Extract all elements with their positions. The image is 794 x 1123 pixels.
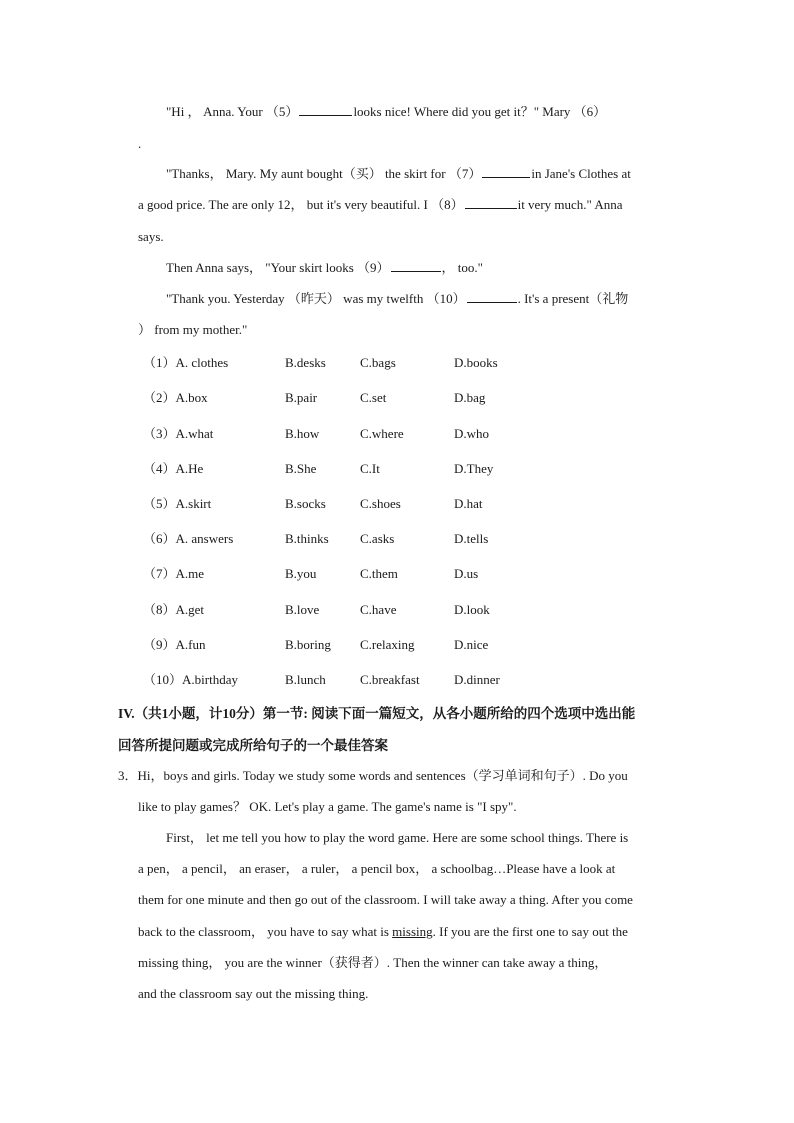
option-c: C.It (360, 461, 380, 476)
passage2-line-4: a pen， a pencil， an eraser， a ruler， a pencil box， a schoolbag…Please have a look at (138, 861, 616, 876)
option-c: C.asks (360, 531, 395, 546)
option-d: D.nice (454, 637, 489, 652)
option-b: B.thinks (285, 531, 329, 546)
option-b: B.how (285, 426, 320, 441)
passage-text: ， too." (441, 260, 483, 275)
option-a: （3）A.what (143, 426, 214, 441)
passage-line-1 (166, 104, 606, 120)
option-c: C.where (360, 426, 404, 441)
passage-text: "Hi ， Anna. Your （5） (166, 104, 299, 119)
option-d: D.hat (454, 496, 483, 511)
passage-text: says. (138, 229, 164, 244)
option-c: C.shoes (360, 496, 401, 511)
answer-blank-10 (467, 291, 517, 303)
option-a: （5）A.skirt (143, 496, 212, 511)
option-b: B.desks (285, 355, 326, 370)
option-a: （2）A.box (143, 390, 208, 405)
option-c: C.relaxing (360, 637, 415, 652)
passage-text: Then Anna says， "Your skirt looks （9） (166, 260, 390, 275)
option-b: B.lunch (285, 672, 326, 687)
option-a: （6）A. answers (143, 531, 234, 546)
passage2-line-6: back to the classroom， you have to say what is missing. If you are the first one to say out the (138, 924, 628, 939)
section-heading: IV.（共1小题，计10分）第一节: 阅读下面一篇短文，从各小题所给的四个选项中选出能 (118, 706, 636, 721)
passage-line-6 (166, 260, 483, 276)
option-d: D.tells (454, 531, 489, 546)
option-a: （10）A.birthday (143, 672, 238, 687)
passage-text: ） from my mother." (138, 322, 248, 337)
passage-line-7 (166, 291, 628, 307)
passage2-line-5: them for one minute and then go out of the classroom. I will take away a thing. After you come (138, 892, 633, 907)
option-b: B.She (285, 461, 317, 476)
option-b: B.you (285, 566, 317, 581)
passage-text: . It's a present（礼物 (517, 291, 629, 306)
option-d: D.books (454, 355, 498, 370)
option-c: C.have (360, 602, 397, 617)
option-d: D.who (454, 426, 490, 441)
option-d: D.dinner (454, 672, 500, 687)
passage-line-3 (166, 166, 631, 182)
passage2-line-8: and the classroom say out the missing thing. (138, 986, 369, 1001)
option-d: D.bag (454, 390, 486, 405)
passage-line-5 (138, 229, 164, 245)
passage-text: a good price. The are only 12， but it's very beautiful. I （8） (138, 197, 464, 212)
passage-line-4 (138, 197, 623, 213)
option-c: C.them (360, 566, 398, 581)
passage-line-2 (138, 136, 141, 152)
answer-blank-9 (391, 260, 441, 272)
option-d: D.look (454, 602, 490, 617)
option-b: B.pair (285, 390, 318, 405)
passage2-line-7: missing thing， you are the winner（获得者）. Then the winner can take away a thing， (138, 955, 608, 970)
answer-blank-5 (299, 104, 352, 116)
option-a: （8）A.get (143, 602, 205, 617)
option-a: （1）A. clothes (143, 355, 229, 370)
option-a: （7）A.me (143, 566, 205, 581)
option-d: D.us (454, 566, 479, 581)
option-d: D.They (454, 461, 494, 476)
passage2-line-3: First， let me tell you how to play the word game. Here are some school things. There is (166, 830, 629, 845)
option-a: （9）A.fun (143, 637, 206, 652)
option-b: B.socks (285, 496, 326, 511)
underlined-word-missing: missing (392, 924, 433, 939)
passage2-line-1: 3．Hi，boys and girls. Today we study some words and sentences（学习单词和句子）. Do you (118, 768, 628, 783)
passage-line-8 (138, 322, 247, 338)
option-b: B.boring (285, 637, 331, 652)
passage-text: it very much." Anna (517, 197, 623, 212)
option-c: C.bags (360, 355, 396, 370)
option-c: C.set (360, 390, 387, 405)
option-a: （4）A.He (143, 461, 204, 476)
answer-blank-7 (482, 166, 530, 178)
passage-text: looks nice! Where did you get it？" Mary （6） (353, 104, 607, 119)
section-heading-continued: 回答所提问题或完成所给句子的一个最佳答案 (118, 738, 388, 753)
passage2-line-2: like to play games？ OK. Let's play a game. The game's name is "I spy". (138, 799, 517, 814)
option-c: C.breakfast (360, 672, 420, 687)
passage-text: "Thanks， Mary. My aunt bought（买） the skirt for （7） (166, 166, 482, 181)
option-b: B.love (285, 602, 320, 617)
passage-text: . (138, 136, 142, 151)
answer-blank-8 (465, 197, 517, 209)
passage-text: in Jane's Clothes at (531, 166, 631, 181)
passage-text: "Thank you. Yesterday （昨天） was my twelfth （10） (166, 291, 466, 306)
